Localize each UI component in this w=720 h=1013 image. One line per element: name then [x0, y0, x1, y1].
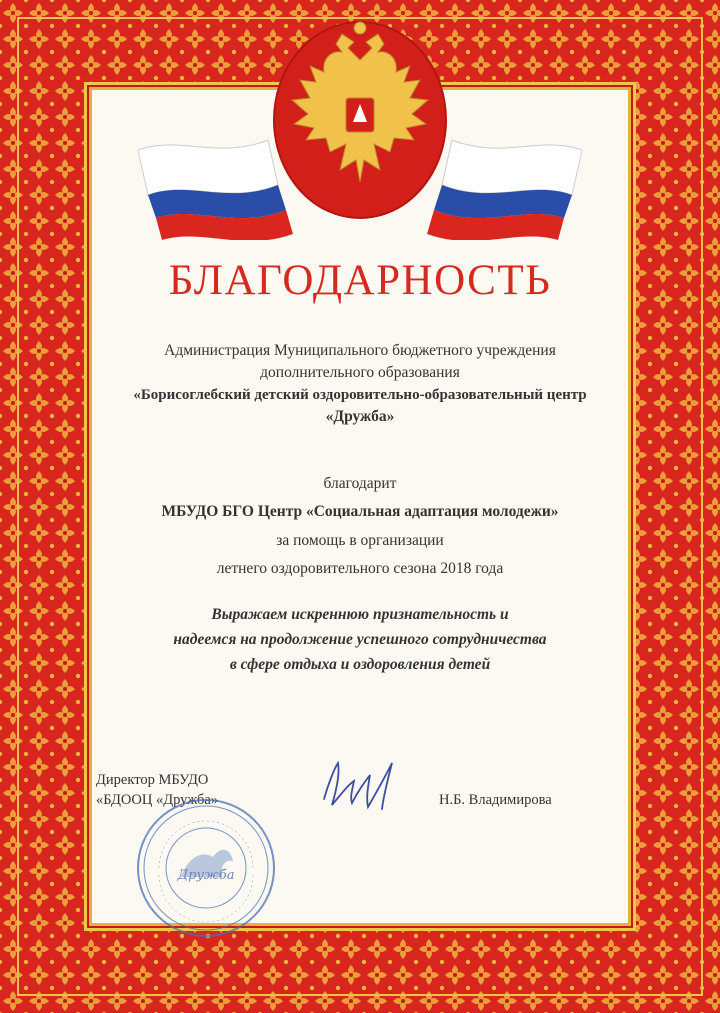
document-title: БЛАГОДАРНОСТЬ [168, 257, 552, 304]
position-line: «БДООЦ «Дружба» [96, 792, 219, 808]
svg-text:Дружба: Дружба [177, 868, 235, 883]
issuer-line: Администрация Муниципального бюджетного учреждения [164, 342, 556, 359]
state-emblem-with-flags [128, 20, 592, 240]
thanks-word: благодарит [323, 475, 397, 492]
recipient: МБУДО БГО Центр «Социальная адаптация молодежи» [161, 503, 559, 520]
reason-block [110, 530, 610, 580]
closing-block [110, 602, 610, 677]
russian-flag-right-icon [427, 140, 582, 240]
handwritten-signature-icon [318, 755, 408, 815]
issuer-line: «Борисоглебский детский оздоровительно-образовательный центр [133, 387, 587, 403]
closing-line: Выражаем искреннюю признательность и [211, 606, 509, 623]
closing-line: надеемся на продолжение успешного сотрудничества [173, 631, 547, 648]
closing-line: в сфере отдыха и оздоровления детей [229, 656, 491, 673]
issuer-line: «Дружба» [325, 408, 395, 425]
position-line: Директор МБУДО [96, 772, 209, 788]
issuer-block [110, 340, 610, 428]
reason-line: летнего оздоровительного сезона 2018 года [216, 560, 504, 577]
signatory-name: Н.Б. Владимирова [439, 792, 552, 808]
issuer-line: дополнительного образования [260, 364, 460, 381]
round-seal-stamp-icon [133, 795, 279, 941]
russian-flag-left-icon [138, 140, 293, 240]
reason-line: за помощь в организации [276, 532, 444, 549]
